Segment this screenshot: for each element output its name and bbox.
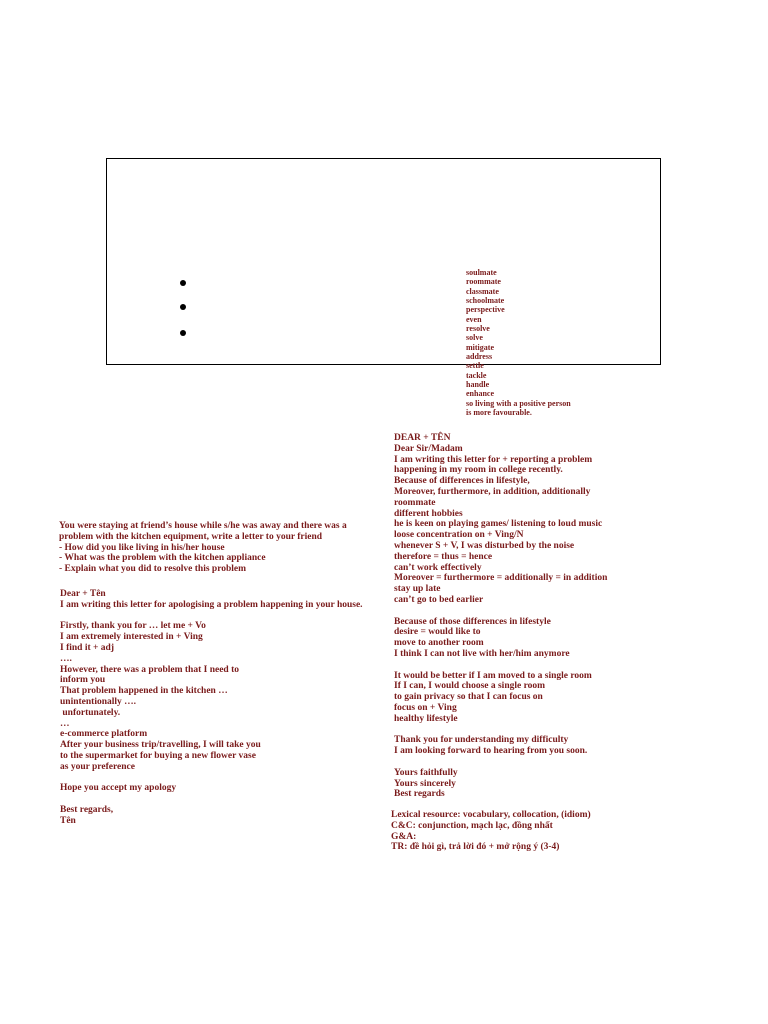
letter-line [60,794,363,805]
scoring-criteria [391,810,591,853]
letter-line: desire = would like to [394,627,481,638]
letter-line: Moreover = furthermore = additionally = in addition [394,573,608,584]
letter-line: to the supermarket for buying a new flower vase [60,750,256,761]
letter-line: unfortunately. [60,707,121,718]
letter-line: After your business trip/travelling, I will take you [60,740,261,751]
task-line: - Explain what you did to resolve this problem [59,564,247,575]
criteria-line: G&A: [391,831,417,842]
letter-line: can’t work effectively [394,562,482,573]
letter-line: I am writing this letter for apologising a problem happening in your house. [60,599,363,610]
criteria-line: TR: đề hỏi gì, trả lời đó + mở rộng ý (3-4) [391,842,560,853]
letter-line: …. [60,653,72,664]
letter-line: Because of differences in lifestyle, [394,476,530,487]
letter-line: happening in my room in college recently. [394,465,563,476]
vocab-item: address [466,352,493,362]
letter-line: I find it + adj [60,642,114,653]
letter-line: Yours faithfully [394,767,458,778]
letter-line: can’t go to bed earlier [394,594,484,605]
letter-line: Firstly, thank you for … let me + Vo [60,621,206,632]
bullet-point [180,304,186,310]
letter-line: I am extremely interested in + Ving [60,632,203,643]
letter-line: as your preference [60,761,135,772]
vocab-item: so living with a positive person [466,398,571,408]
letter-line: DEAR + TÊN [394,433,451,443]
letter-line [60,611,363,622]
letter-line: whenever S + V, I was disturbed by the noise [394,540,575,551]
bullet-point [180,280,186,286]
task-line: problem with the kitchen equipment, write a letter to your friend [59,531,323,542]
notes-box [106,158,661,365]
vocab-item: classmate [466,286,499,296]
letter-line: Thank you for understanding my difficulty [394,735,569,746]
letter-line: If I can, I would choose a single room [394,681,546,692]
letter-line: Yours sincerely [394,778,456,789]
complaint-letter-template [394,433,607,800]
letter-line: therefore = thus = hence [394,551,493,562]
letter-line: he is keen on playing games/ listening to loud music [394,519,603,530]
vocab-item: tackle [466,370,487,380]
vocab-item: resolve [466,324,490,334]
apology-letter-template [60,589,363,827]
letter-line: unintentionally …. [60,696,137,707]
letter-line: loose concentration on + Ving/N [394,530,524,541]
letter-line [394,757,607,768]
vocab-item: roommate [466,277,501,287]
task-prompt [59,521,347,575]
letter-line: I am writing this letter for + reporting a problem [394,454,593,465]
vocab-item: perspective [466,305,505,315]
vocabulary-list [466,268,571,418]
vocab-item: is more favourable. [466,408,532,418]
letter-line: e-commerce platform [60,729,148,740]
bullet-point [180,330,186,336]
letter-line: Tên [60,815,76,826]
letter-line: Dear + Tên [60,589,106,599]
vocab-item: soulmate [466,268,497,277]
letter-line: I am looking forward to hearing from you soon. [394,746,588,757]
letter-line: … [60,718,70,729]
vocab-item: handle [466,380,490,390]
criteria-line: Lexical resource: vocabulary, collocation, (idiom) [391,810,591,820]
letter-line: different hobbies [394,508,463,519]
letter-line: I think I can not live with her/him anymore [394,648,570,659]
vocab-item: solve [466,333,483,343]
letter-line: stay up late [394,584,441,595]
letter-line: Best regards, [60,804,114,815]
letter-line: to gain privacy so that I can focus on [394,692,543,703]
vocab-item: even [466,314,482,324]
letter-line: Hope you accept my apology [60,783,177,794]
vocab-item: mitigate [466,342,494,352]
task-line: You were staying at friend’s house while s/he was away and there was a [59,521,347,531]
letter-line: Dear Sir/Madam [394,443,463,454]
task-line: - What was the problem with the kitchen appliance [59,553,266,564]
letter-line: move to another room [394,638,484,649]
letter-line: Best regards [394,789,445,800]
letter-line: It would be better if I am moved to a single room [394,670,592,681]
vocab-item: settle [466,361,484,371]
vocab-item: schoolmate [466,296,505,306]
criteria-line: C&C: conjunction, mạch lạc, đồng nhất [391,820,553,831]
letter-line [60,773,363,784]
letter-line: roommate [394,497,436,508]
letter-line: healthy lifestyle [394,713,458,724]
letter-line [394,660,607,671]
letter-line: focus on + Ving [394,702,457,713]
letter-line: Because of those differences in lifestyle [394,616,551,627]
vocab-item: enhance [466,389,494,399]
letter-line: inform you [60,675,106,686]
letter-line: However, there was a problem that I need to [60,664,239,675]
letter-line [394,606,607,617]
task-line: - How did you like living in his/her house [59,542,225,553]
letter-line: Moreover, furthermore, in addition, additionally [394,486,591,497]
letter-line: That problem happened in the kitchen … [60,686,228,697]
letter-line [394,725,607,736]
